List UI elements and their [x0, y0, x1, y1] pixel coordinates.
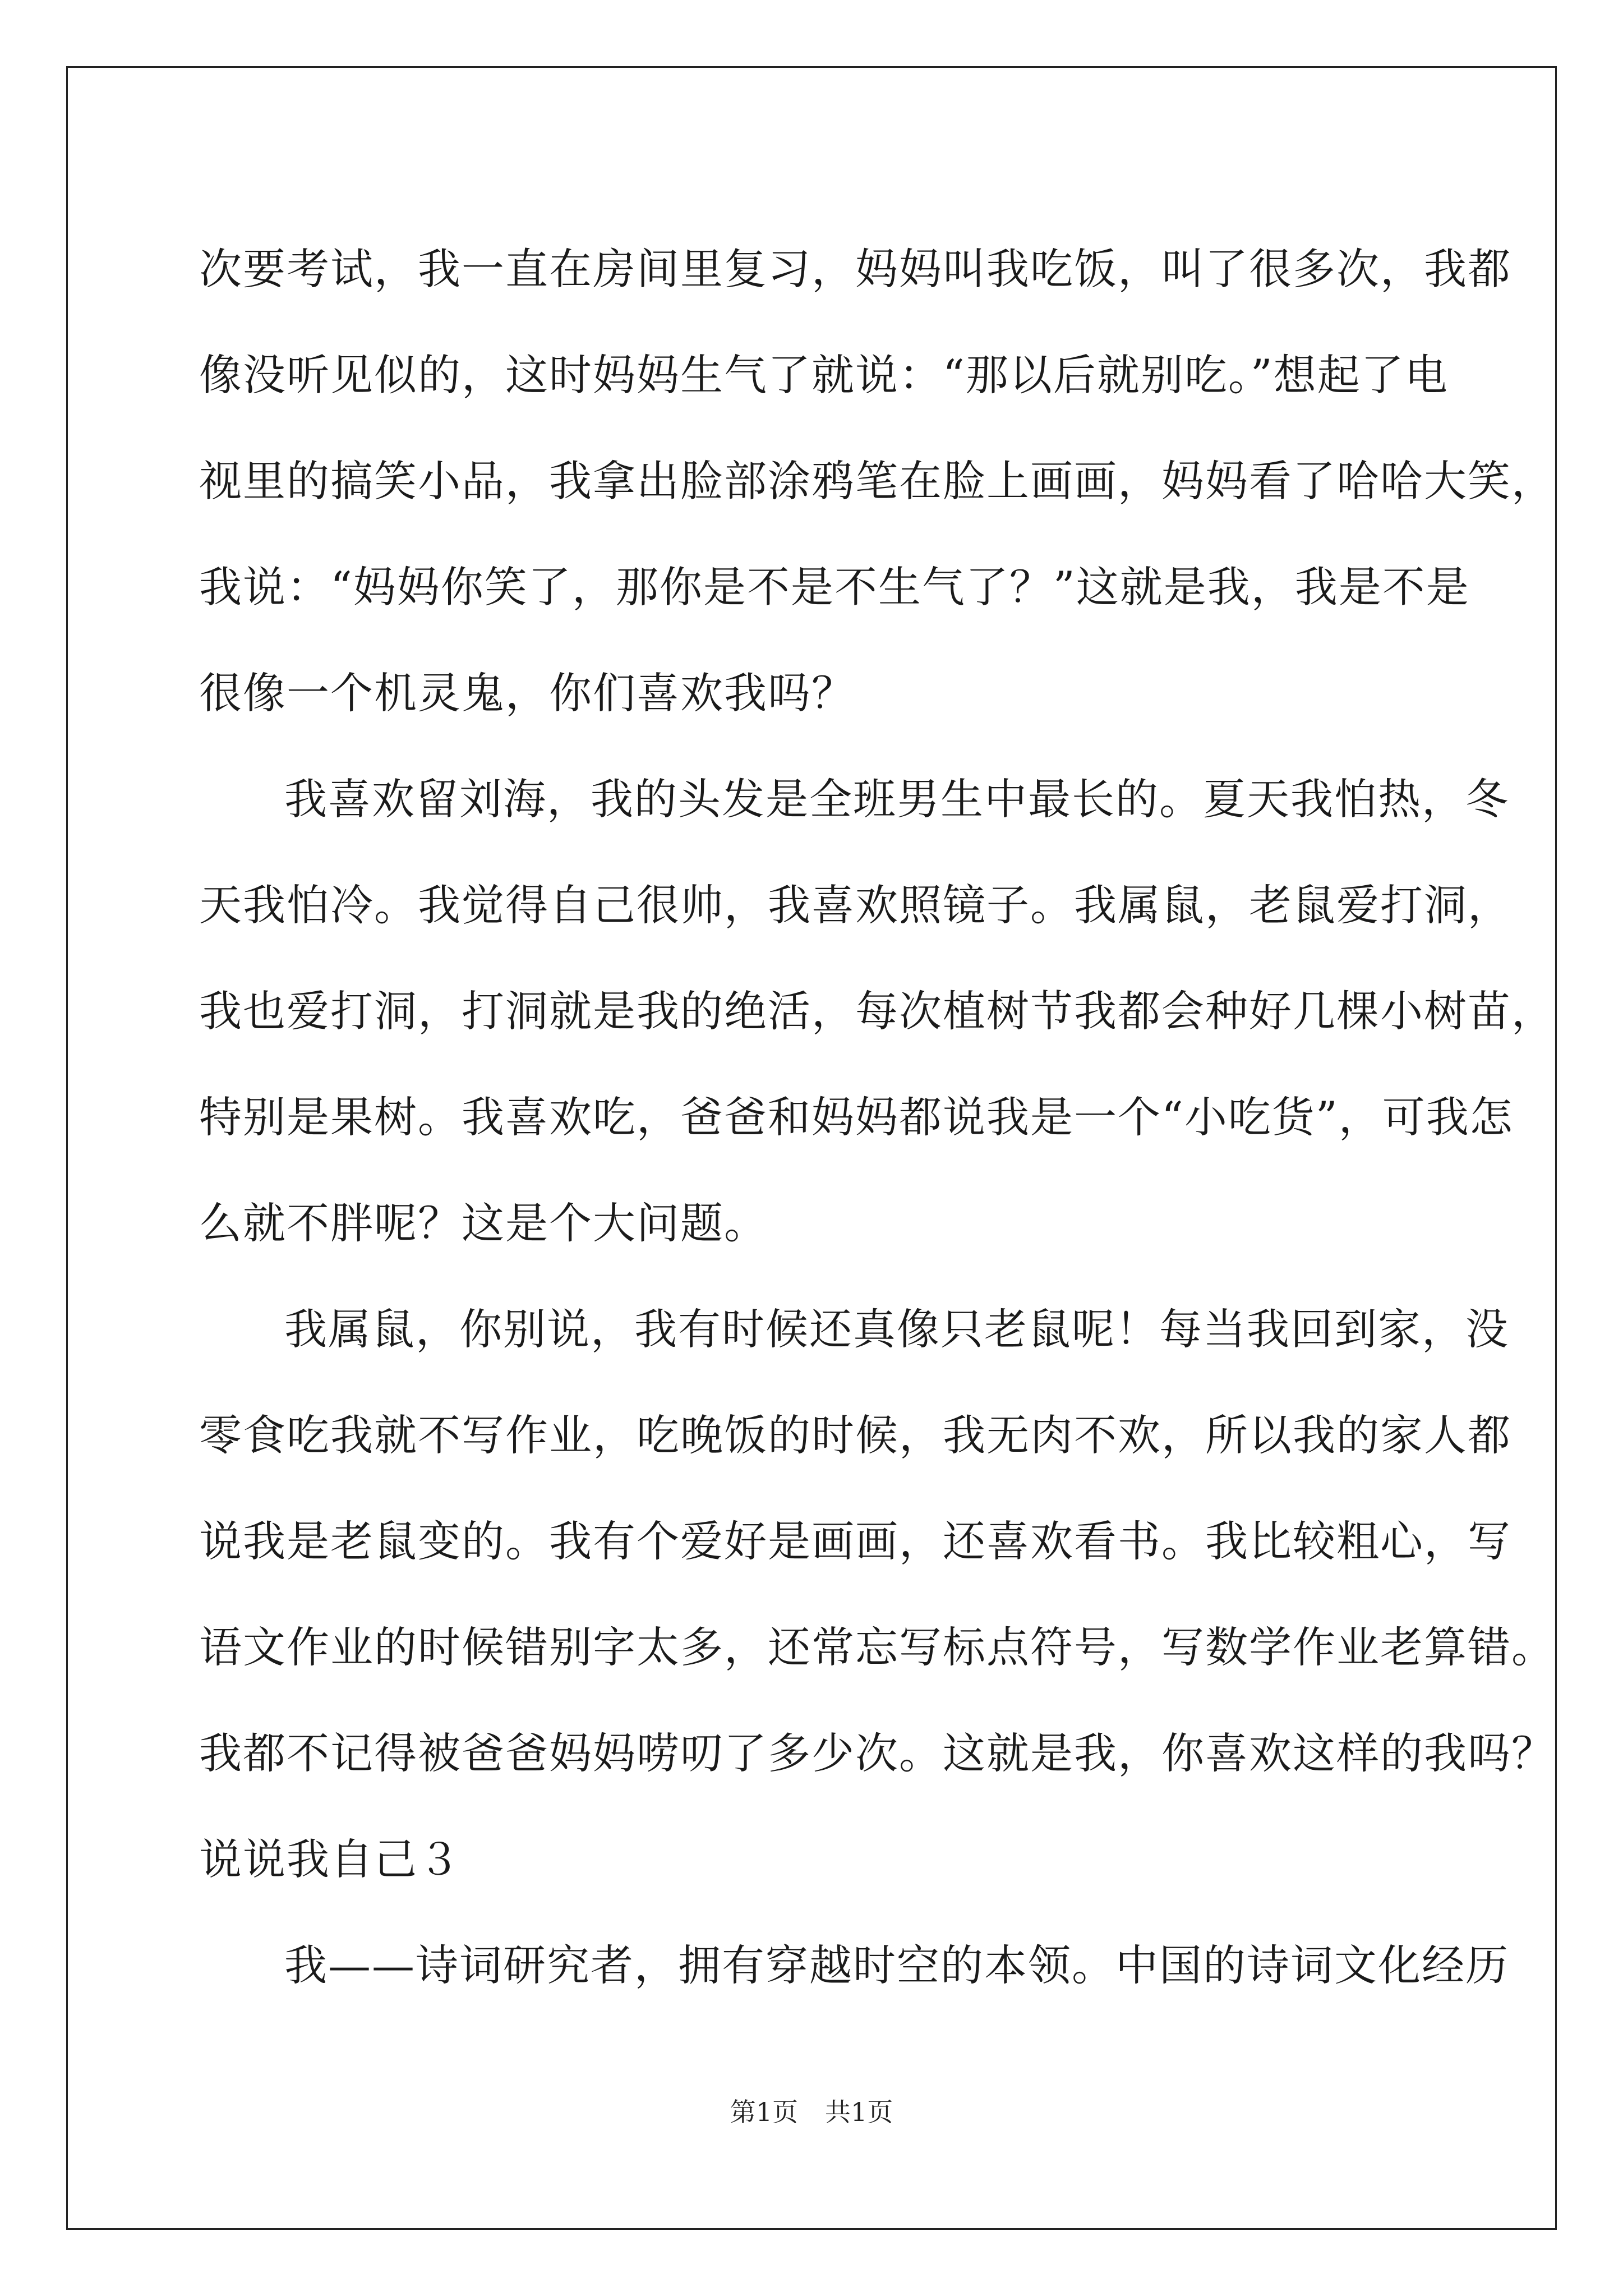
paragraph-start-line: 我——诗词研究者，拥有穿越时空的本领。中国的诗词文化经历: [284, 1940, 1509, 1990]
text-line: 么就不胖呢？这是个大问题。: [199, 1198, 768, 1248]
text-line: 零食吃我就不写作业，吃晚饭的时候，我无肉不欢，所以我的家人都: [199, 1410, 1511, 1460]
text-line: 说我是老鼠变的。我有个爱好是画画，还喜欢看书。我比较粗心，写: [199, 1516, 1511, 1566]
text-line: 特别是果树。我喜欢吃，爸爸和妈妈都说我是一个“小吃货”，可我怎: [199, 1092, 1514, 1142]
section-heading: 说说我自己３: [199, 1834, 462, 1884]
text-line: 视里的搞笑小品，我拿出脸部涂鸦笔在脸上画画，妈妈看了哈哈大笑，: [199, 456, 1555, 506]
text-line: 我都不记得被爸爸妈妈唠叨了多少次。这就是我，你喜欢这样的我吗？: [199, 1728, 1555, 1778]
text-line: 天我怕冷。我觉得自己很帅，我喜欢照镜子。我属鼠，老鼠爱打洞，: [199, 880, 1511, 930]
text-line: 语文作业的时候错别字太多，还常忘写标点符号，写数学作业老算错。: [199, 1622, 1555, 1672]
text-line: 我说：“妈妈你笑了，那你是不是不生气了？”这就是我，我是不是: [199, 562, 1470, 612]
text-line: 很像一个机灵鬼，你们喜欢我吗？: [199, 668, 855, 718]
paragraph-start-line: 我喜欢留刘海，我的头发是全班男生中最长的。夏天我怕热，冬: [284, 774, 1509, 824]
text-line: 我也爱打洞，打洞就是我的绝活，每次植树节我都会种好几棵小树苗，: [199, 986, 1555, 1036]
page-number-total: 共1页: [825, 2097, 893, 2127]
page-number-current: 第1页: [730, 2097, 798, 2127]
document-body: [199, 216, 1555, 2018]
paragraph-start-line: 我属鼠，你别说，我有时候还真像只老鼠呢！每当我回到家，没: [284, 1304, 1509, 1354]
text-line: 像没听见似的，这时妈妈生气了就说：“那以后就别吃。”想起了电: [199, 350, 1449, 400]
text-line: 次要考试，我一直在房间里复习，妈妈叫我吃饭，叫了很多次，我都: [199, 244, 1511, 294]
page-footer: [0, 2095, 1623, 2129]
